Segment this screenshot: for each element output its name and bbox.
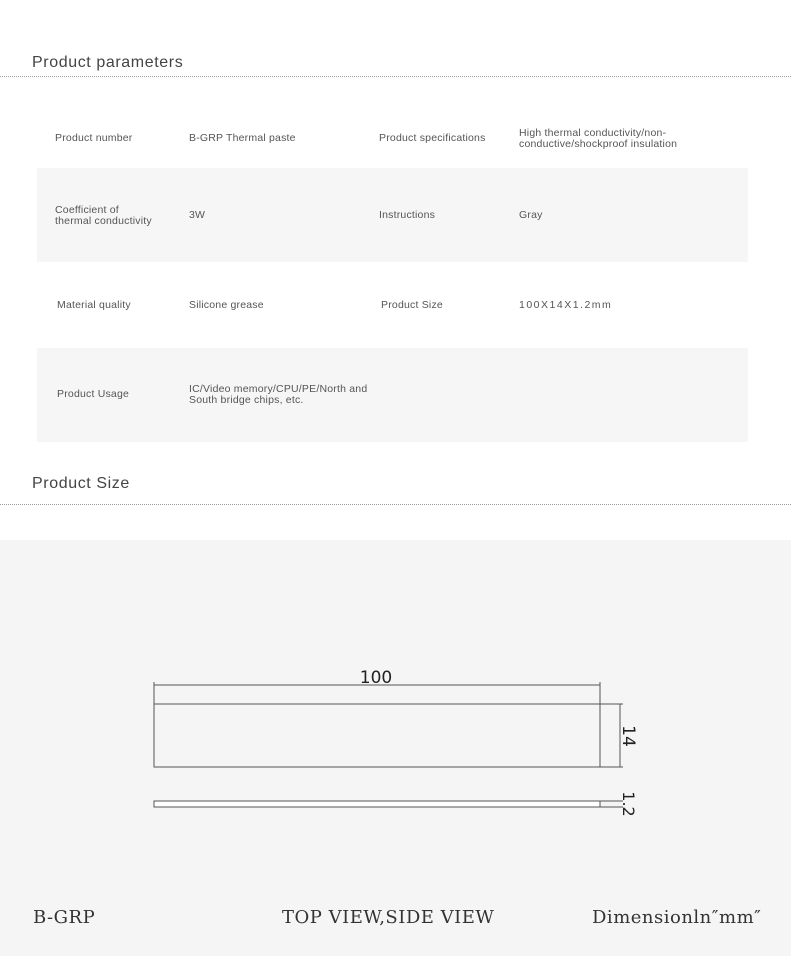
width-dimension-label: 14 xyxy=(618,725,638,747)
param-value-line: conductive/shockproof insulation xyxy=(519,138,678,150)
param-value-material-quality: Silicone grease xyxy=(189,299,264,311)
param-value-line: High thermal conductivity/non- xyxy=(519,127,667,139)
param-label-instructions: Instructions xyxy=(379,209,436,221)
param-label-product-size: Product Size xyxy=(381,299,443,311)
param-label-line: thermal conductivity xyxy=(55,215,152,227)
view-caption: TOP VIEW,SIDE VIEW xyxy=(282,907,495,928)
model-caption: B-GRP xyxy=(33,907,96,928)
thickness-dimension-label: 1.2 xyxy=(619,791,638,817)
param-value-thermal-conductivity: 3W xyxy=(189,209,206,221)
side-view-outline xyxy=(154,801,600,807)
param-value-line: South bridge chips, etc. xyxy=(189,394,304,406)
param-label-line: Coefficient of xyxy=(55,204,119,216)
param-label-product-number: Product number xyxy=(55,132,133,144)
top-view-outline xyxy=(154,704,600,767)
section-title-size: Product Size xyxy=(32,475,130,492)
param-value-line: IC/Video memory/CPU/PE/North and xyxy=(189,383,368,395)
length-dimension-label: 100 xyxy=(359,668,393,688)
unit-caption: Dimensionln″mm″ xyxy=(592,907,762,928)
param-value-product-number: B-GRP Thermal paste xyxy=(189,132,296,144)
param-value-product-size: 100X14X1.2mm xyxy=(519,299,613,311)
param-value-instructions: Gray xyxy=(519,209,543,221)
section-title-parameters: Product parameters xyxy=(32,54,184,71)
param-label-product-usage: Product Usage xyxy=(57,388,130,400)
param-label-material-quality: Material quality xyxy=(57,299,131,311)
param-label-product-specifications: Product specifications xyxy=(379,132,486,144)
